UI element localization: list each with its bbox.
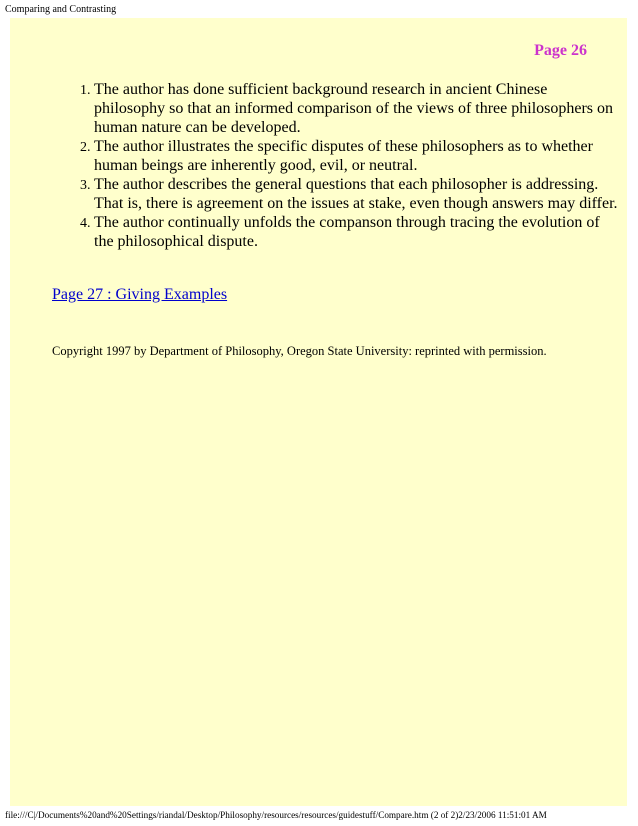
list-item: 4. The author continually unfolds the companson through tracing the evolution of the philosophical dispute.: [94, 213, 622, 251]
criteria-list: [52, 80, 622, 251]
browser-page-title: Comparing and Contrasting: [5, 4, 117, 15]
page-content: [10, 18, 627, 806]
next-page-link[interactable]: Page 27 : Giving Examples: [52, 286, 228, 303]
copyright-notice: Copyright 1997 by Department of Philosophy, Oregon State University: reprinted with permission.: [52, 344, 547, 358]
list-item: 1. The author has done sufficient background research in ancient Chinese philosophy so that an informed comparison of the views of three philosophers on human nature can be developed.: [94, 80, 622, 137]
list-item: 3. The author describes the general questions that each philosopher is addressing. That is, there is agreement on the issues at stake, even though answers may differ.: [94, 175, 622, 213]
footer-file-path: file:///C|/Documents%20and%20Settings/riandal/Desktop/Philosophy/resources/resources/guidestuff/Compare.htm (2 of 2)2/23/2006 11:51:01 AM: [5, 810, 547, 820]
list-item: 2. The author illustrates the specific disputes of these philosophers as to whether human beings are inherently good, evil, or neutral.: [94, 137, 622, 175]
page-number: Page 26: [534, 42, 587, 59]
